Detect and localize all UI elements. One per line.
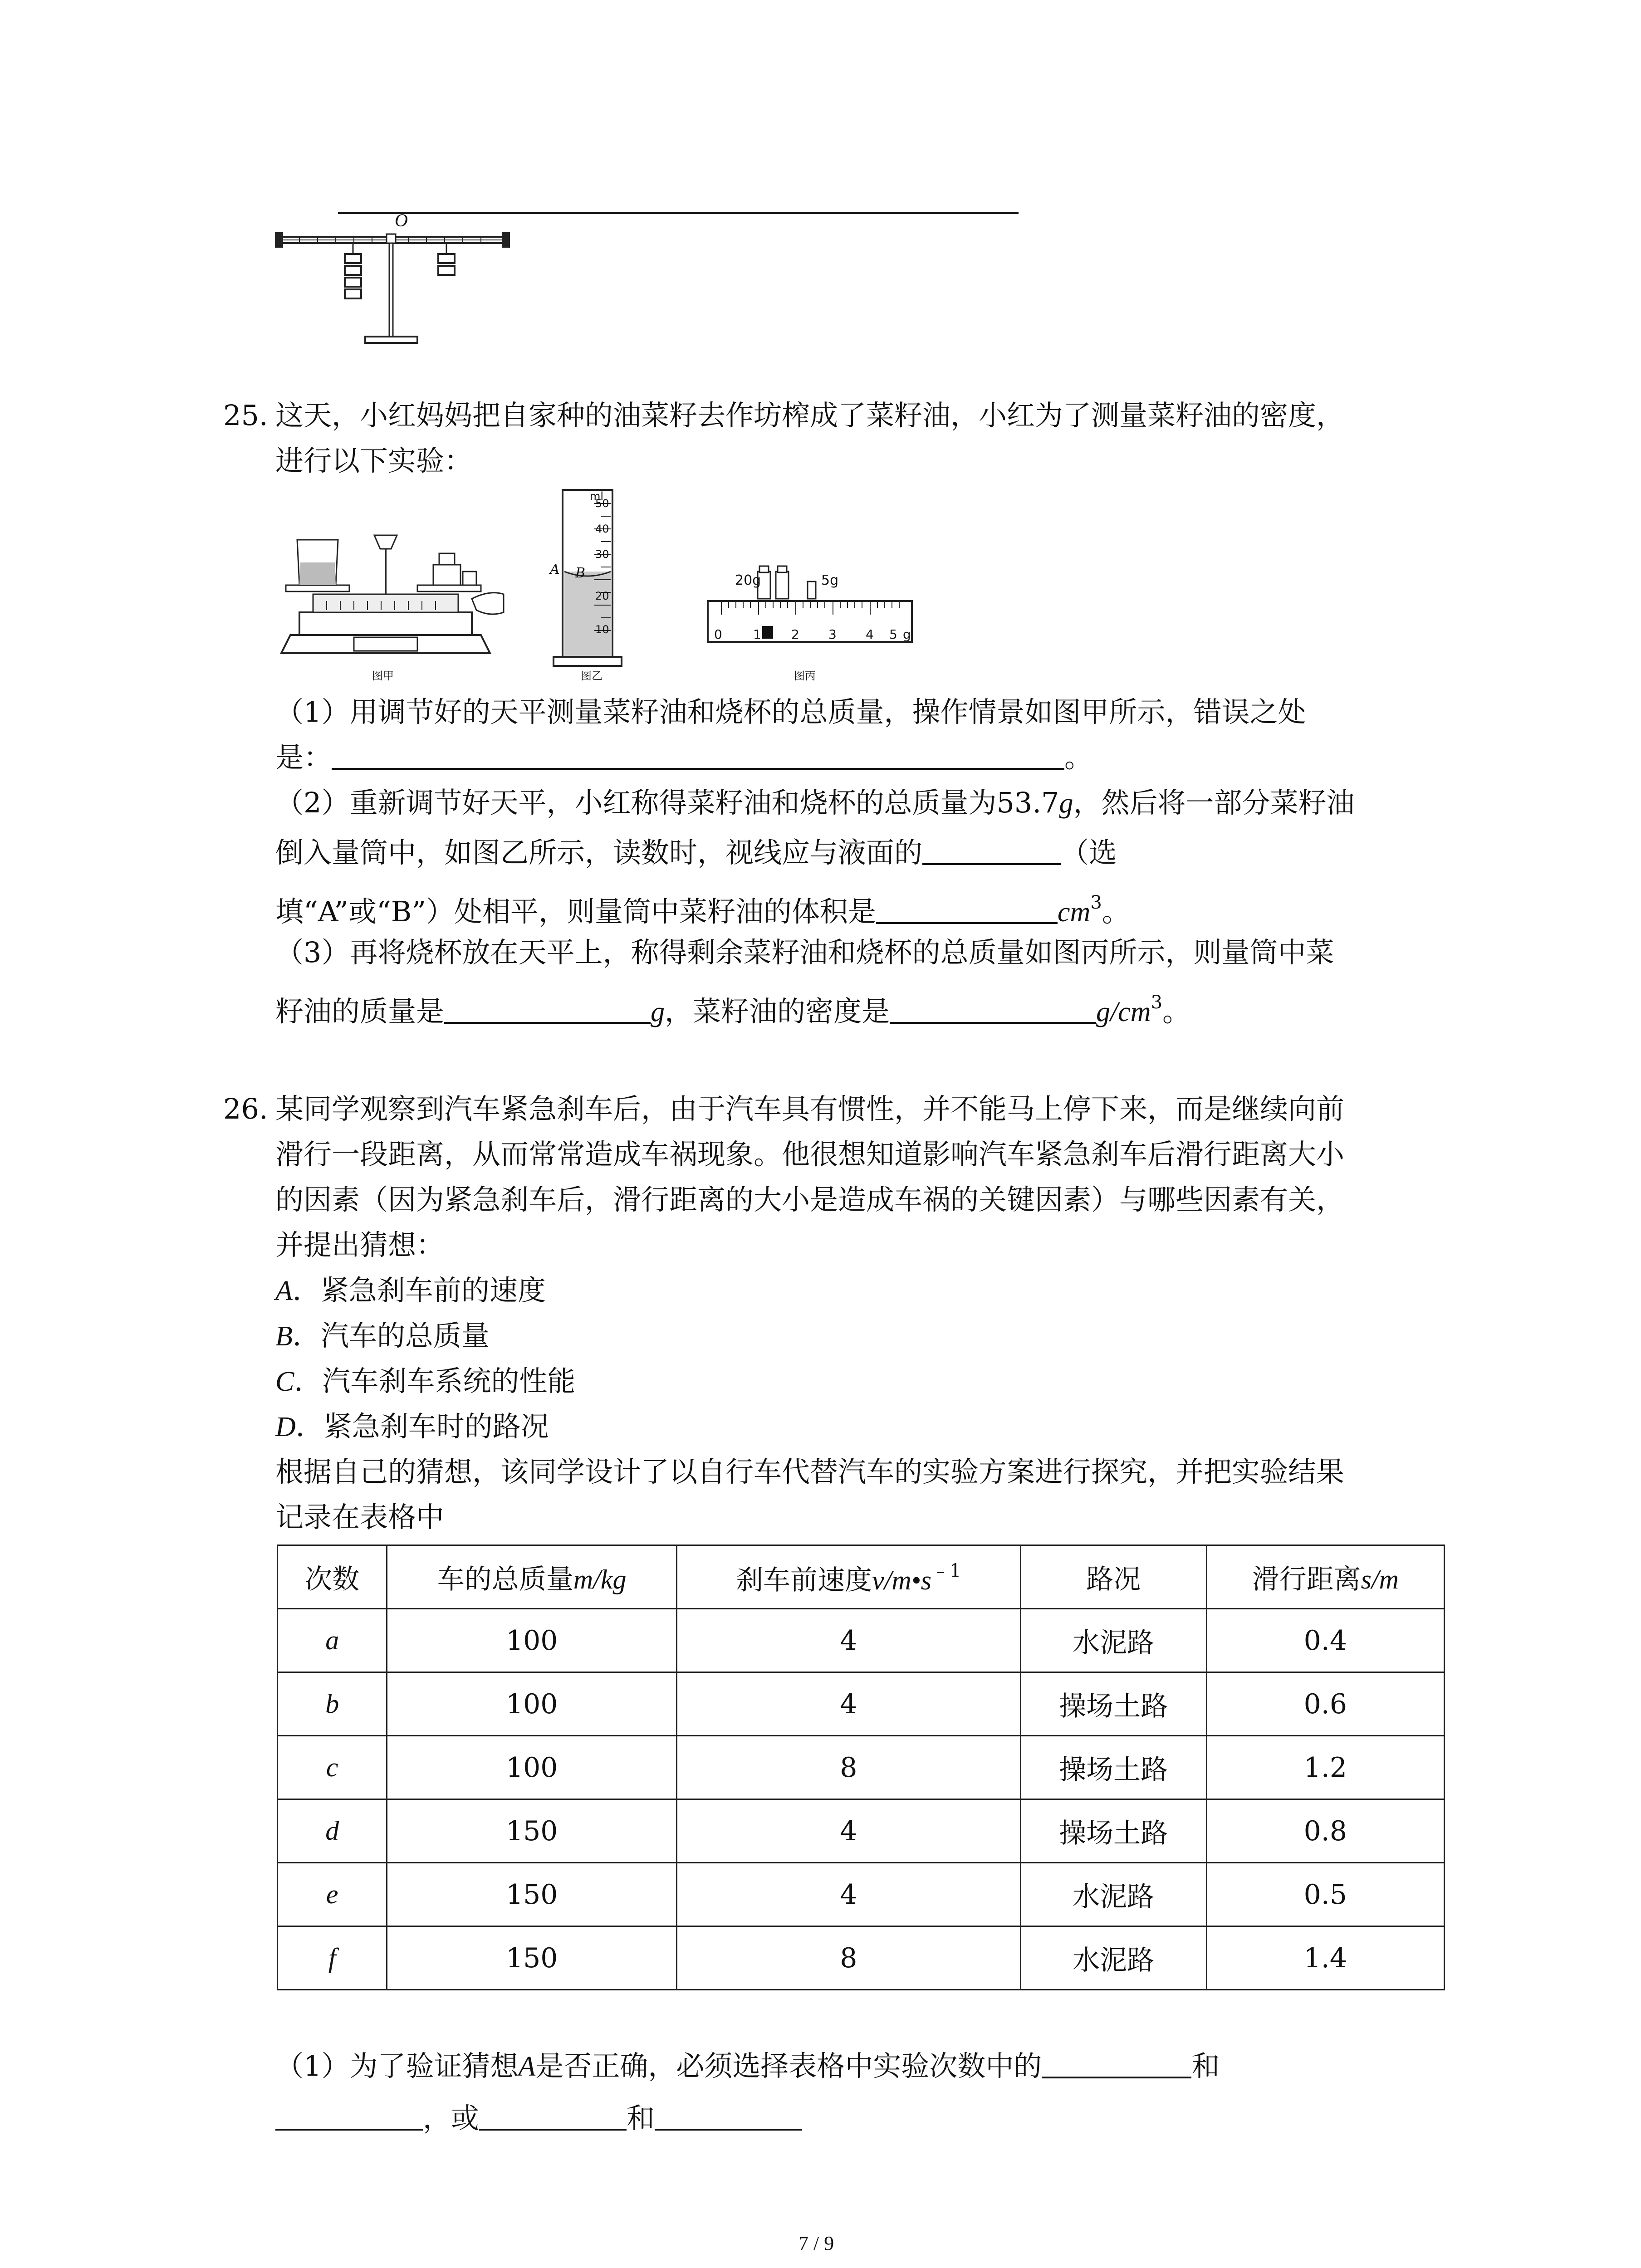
cell-speed: 4: [676, 1609, 1020, 1672]
cell-trial: f: [278, 1926, 387, 1990]
q25-blank-2[interactable]: [922, 836, 1061, 865]
q26-option-c: C．汽车刹车系统的性能: [275, 1364, 576, 1398]
q25-blank-3[interactable]: [876, 895, 1058, 924]
cell-road: 水泥路: [1020, 1926, 1206, 1990]
page-number: 7 / 9: [798, 2232, 834, 2254]
figure-jia-caption: 图甲: [372, 670, 394, 682]
cell-mass: 150: [387, 1863, 677, 1926]
answer-line-top: [338, 212, 1019, 214]
cell-trial: e: [278, 1863, 387, 1926]
figure-jia-balance: [272, 522, 508, 667]
cell-mass: 100: [387, 1672, 677, 1736]
table-row: [278, 1736, 1445, 1799]
cell-trial: c: [278, 1736, 387, 1799]
cell-road: 操场土路: [1020, 1799, 1206, 1863]
cyl-tick-10: 10: [595, 623, 609, 636]
q25-blank-5[interactable]: [890, 995, 1096, 1024]
figure-yi-caption: 图乙: [581, 670, 603, 682]
cell-distance: 1.2: [1206, 1736, 1444, 1799]
figure-yi-cylinder: [544, 485, 644, 671]
q25-number: 25.: [223, 399, 268, 432]
cell-speed: 4: [676, 1672, 1020, 1736]
cell-distance: 0.4: [1206, 1609, 1444, 1672]
q26-blank-2[interactable]: [275, 2102, 423, 2131]
cell-distance: 0.6: [1206, 1672, 1444, 1736]
table-row: [278, 1926, 1445, 1990]
cell-speed: 4: [676, 1799, 1020, 1863]
cyl-tick-50: 50: [595, 497, 609, 510]
cell-mass: 150: [387, 1926, 677, 1990]
cyl-marker-b: B: [575, 565, 586, 581]
cyl-tick-40: 40: [595, 523, 609, 535]
q25-part1-line2: 是： 。: [275, 741, 1093, 774]
header-road: 路况: [1020, 1545, 1206, 1609]
q26-option-a: A．紧急刹车前的速度: [275, 1274, 546, 1307]
q25-part2-line2: 倒入量筒中，如图乙所示，读数时，视线应与液面的 （选: [275, 836, 1117, 869]
cell-trial: b: [278, 1672, 387, 1736]
bing-weight-5g: 5g: [821, 572, 839, 588]
cell-road: 水泥路: [1020, 1609, 1206, 1672]
q26-stem-line2: 滑行一段距离，从而常常造成车祸现象。他很想知道影响汽车紧急刹车后滑行距离大小: [275, 1138, 1345, 1171]
bing-scale-4: 4: [866, 627, 874, 642]
cell-speed: 8: [676, 1736, 1020, 1799]
q25-stem-line2: 进行以下实验：: [275, 444, 473, 477]
q26-number: 26.: [223, 1092, 268, 1125]
q25-part1-line1: （1）用调节好的天平测量菜籽油和烧杯的总质量，操作情景如图甲所示，错误之处: [275, 695, 1306, 728]
bing-scale-2: 2: [791, 627, 799, 642]
header-count: 次数: [278, 1545, 387, 1609]
q26-after-line2: 记录在表格中: [275, 1501, 445, 1534]
header-distance: 滑行距离s/m: [1206, 1545, 1444, 1609]
header-speed: 刹车前速度$v/m•s^{﹣1}$: [676, 1545, 1020, 1609]
cell-mass: 150: [387, 1799, 677, 1863]
bing-scale-5: 5: [889, 627, 897, 642]
cyl-tick-20: 20: [595, 590, 609, 602]
cell-speed: 4: [676, 1863, 1020, 1926]
q25-part3-line2: 籽油的质量是 g，菜籽油的密度是 $g/cm^3$。: [275, 992, 1191, 1028]
pivot-label: O: [395, 210, 408, 230]
table-row: [278, 1799, 1445, 1863]
bing-scale-3: 3: [828, 627, 837, 642]
bing-scale-0: 0: [714, 627, 722, 642]
table-row: [278, 1609, 1445, 1672]
table-row: [278, 1672, 1445, 1736]
q25-stem-line1: 这天，小红妈妈把自家种的油菜籽去作坊榨成了菜籽油，小红为了测量菜籽油的密度，: [275, 399, 1345, 432]
cyl-tick-30: 30: [595, 548, 609, 561]
cell-distance: 1.4: [1206, 1926, 1444, 1990]
cyl-marker-a: A: [550, 562, 560, 577]
q26-stem-line4: 并提出猜想：: [275, 1228, 445, 1261]
lever-figure: [272, 218, 517, 349]
table-header-row: [278, 1545, 1445, 1609]
cell-road: 操场土路: [1020, 1672, 1206, 1736]
cell-road: 操场土路: [1020, 1736, 1206, 1799]
q26-blank-1[interactable]: [1042, 2049, 1191, 2078]
q25-part3-line1: （3）再将烧杯放在天平上，称得剩余菜籽油和烧杯的总质量如图丙所示，则量筒中菜: [275, 936, 1334, 969]
bing-scale-1: 1: [753, 627, 761, 642]
cell-speed: 8: [676, 1926, 1020, 1990]
q25-blank-1[interactable]: [332, 741, 1064, 770]
q26-option-d: D．紧急刹车时的路况: [275, 1410, 549, 1443]
cell-road: 水泥路: [1020, 1863, 1206, 1926]
q25-blank-4[interactable]: [444, 995, 651, 1024]
cyl-unit: ml: [590, 490, 604, 503]
cell-trial: d: [278, 1799, 387, 1863]
experiment-table: [277, 1545, 1445, 1990]
table-row: [278, 1863, 1445, 1926]
q26-blank-4[interactable]: [655, 2102, 802, 2131]
q26-stem-line1: 某同学观察到汽车紧急刹车后，由于汽车具有惯性，并不能马上停下来，而是继续向前: [275, 1092, 1345, 1125]
bing-scale-unit: g: [903, 627, 911, 642]
q26-after-line1: 根据自己的猜想，该同学设计了以自行车代替汽车的实验方案进行探究，并把实验结果: [275, 1455, 1345, 1488]
cell-mass: 100: [387, 1736, 677, 1799]
cell-mass: 100: [387, 1609, 677, 1672]
q25-part2-line3: 填“A”或“B”）处相平，则量筒中菜籽油的体积是 $cm^3$。: [275, 892, 1130, 928]
q26-part1-line2: ，或 和: [275, 2096, 802, 2141]
q26-blank-3[interactable]: [479, 2102, 627, 2131]
bing-weight-20g: 20g: [735, 572, 761, 588]
figure-bing-caption: 图丙: [794, 670, 816, 682]
cell-trial: a: [278, 1609, 387, 1672]
q26-part1-line1: （1）为了验证猜想A是否正确，必须选择表格中实验次数中的 和: [275, 2049, 1220, 2082]
cell-distance: 0.8: [1206, 1799, 1444, 1863]
q25-part2-line1: （2）重新调节好天平，小红称得菜籽油和烧杯的总质量为53.7g，然后将一部分菜籽油: [275, 786, 1355, 819]
header-mass: 车的总质量m/kg: [387, 1545, 677, 1609]
q26-option-b: B．汽车的总质量: [275, 1319, 490, 1352]
q26-stem-line3: 的因素（因为紧急刹车后，滑行距离的大小是造成车祸的关键因素）与哪些因素有关，: [275, 1183, 1345, 1216]
cell-distance: 0.5: [1206, 1863, 1444, 1926]
